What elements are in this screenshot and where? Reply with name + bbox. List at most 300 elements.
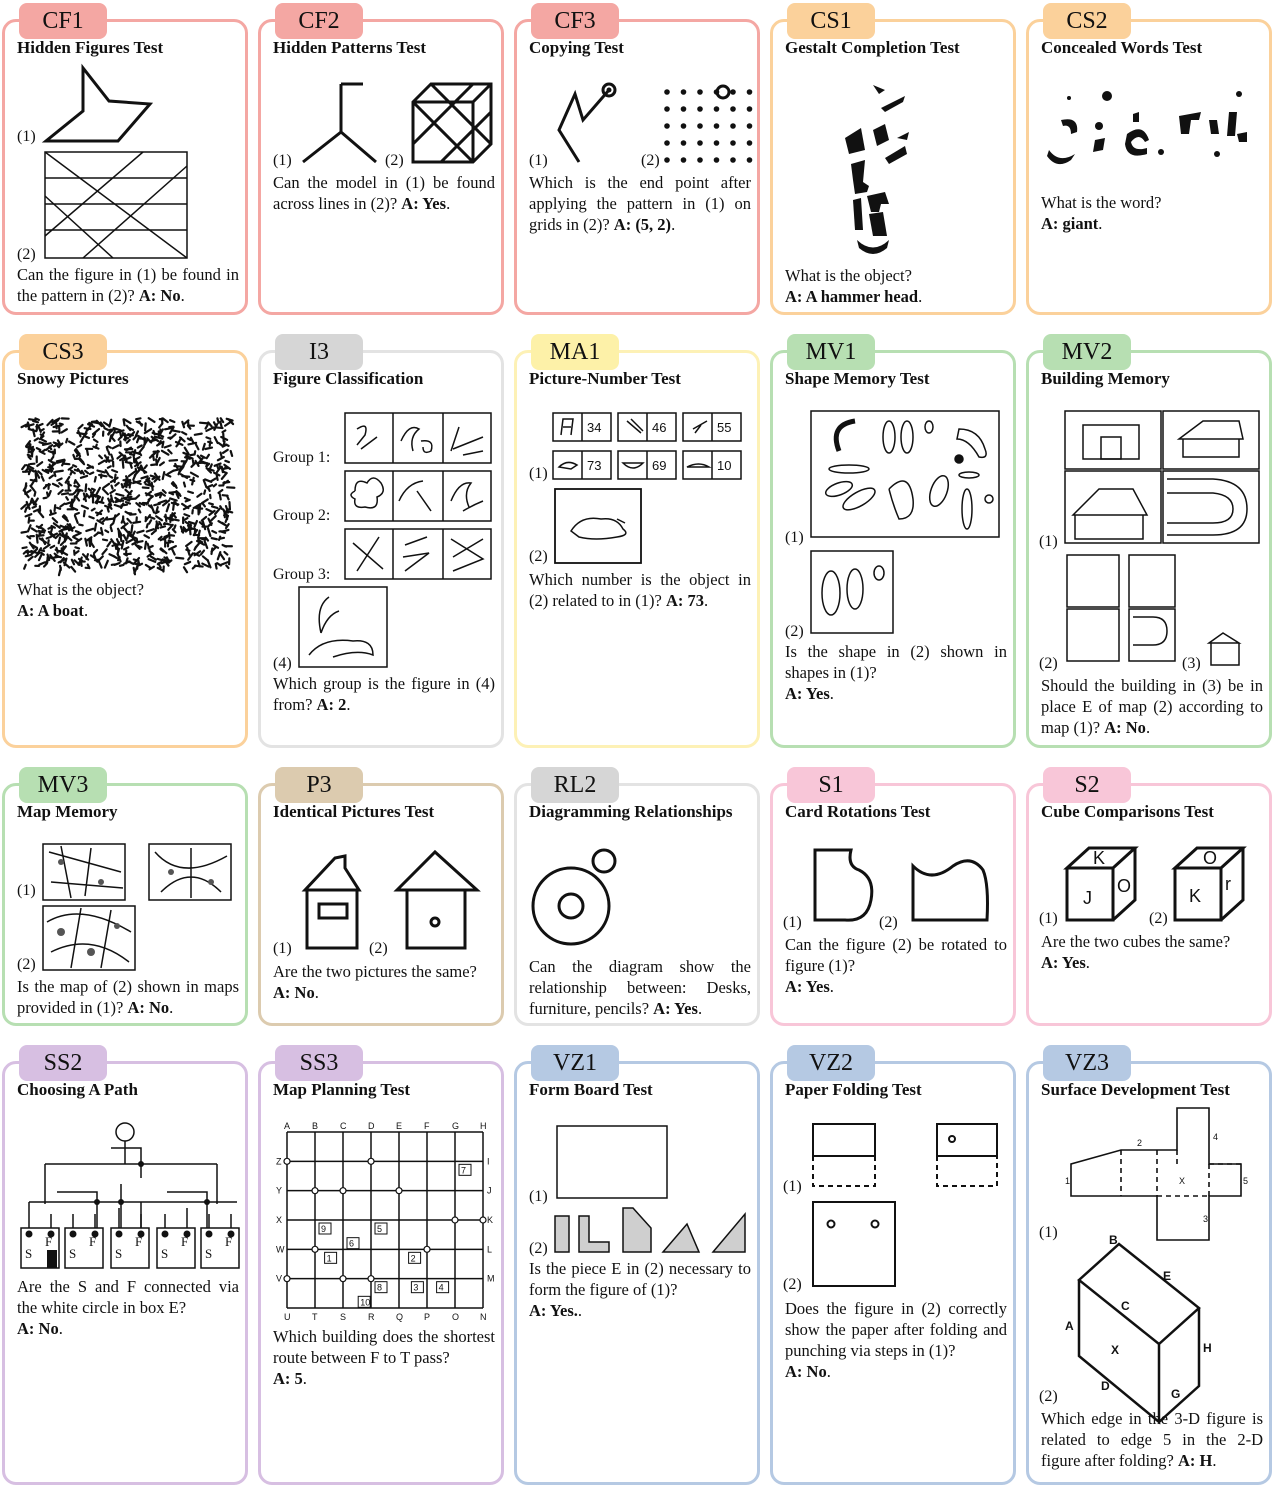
snow-stroke <box>75 513 79 514</box>
snow-stroke <box>76 531 79 532</box>
snow-stroke <box>99 461 105 464</box>
snow-stroke <box>162 451 168 455</box>
svg-text:S: S <box>69 1246 77 1261</box>
snow-stroke <box>127 440 130 443</box>
snow-stroke <box>217 418 218 422</box>
card-tag: CF1 <box>19 3 107 39</box>
svg-text:F: F <box>45 1234 53 1249</box>
card-tag: CS1 <box>787 3 875 39</box>
snow-stroke <box>96 488 100 495</box>
snow-stroke <box>220 494 221 499</box>
snow-stroke <box>103 540 107 541</box>
grid-label-left: X <box>276 1215 283 1225</box>
card-title: Gestalt Completion Test <box>785 38 960 57</box>
snow-stroke <box>29 457 31 459</box>
grid-dot <box>681 140 687 146</box>
building-number: 9 <box>321 1224 327 1234</box>
edge-label-1: 1 <box>1065 1176 1071 1186</box>
snow-stroke <box>194 547 196 550</box>
question: Which building does the shortest route between F to T pass? A: 5. <box>273 1327 495 1388</box>
grid-dot <box>714 123 720 129</box>
road-block <box>312 1246 318 1252</box>
road-block <box>480 1217 486 1223</box>
snow-stroke <box>217 563 221 565</box>
snow-stroke <box>73 455 75 459</box>
question: Which edge in the 3-D figure is related to edge 5 in the 2-D figure after folding? A: H. <box>1041 1409 1263 1470</box>
card-tag: CS3 <box>19 334 107 370</box>
snow-stroke <box>211 479 215 482</box>
snow-stroke <box>219 537 220 540</box>
grid-dot <box>697 106 703 112</box>
snow-stroke <box>59 483 62 485</box>
edge-label-5: 5 <box>1243 1176 1249 1186</box>
label-1: (1) <box>1039 910 1058 927</box>
question: Is the map of (2) shown in maps provided in (1)? A: No. <box>17 977 239 1017</box>
snow-stroke <box>78 469 81 473</box>
grid-label-left: W <box>276 1244 285 1255</box>
snow-stroke <box>197 494 201 497</box>
label-2: (2) <box>641 152 660 169</box>
snow-stroke <box>54 472 55 476</box>
snow-stroke <box>206 487 208 489</box>
snow-stroke <box>85 437 89 438</box>
form-board-drawing <box>553 1124 753 1254</box>
snow-stroke <box>127 519 131 523</box>
figure-groups-drawing <box>343 411 493 671</box>
snow-stroke <box>30 444 31 448</box>
snow-stroke <box>60 504 64 507</box>
snow-stroke <box>115 483 118 486</box>
snow-stroke <box>123 433 127 438</box>
snow-stroke <box>24 486 27 491</box>
snow-stroke <box>38 471 41 474</box>
snow-stroke <box>195 535 199 536</box>
grid-label-bottom: S <box>340 1312 347 1322</box>
snow-stroke <box>50 476 53 479</box>
grid-label-bottom: Q <box>396 1312 404 1322</box>
snow-stroke <box>60 424 63 425</box>
snow-stroke <box>227 496 229 500</box>
grid-label-bottom: T <box>312 1312 318 1322</box>
snow-stroke <box>175 464 177 468</box>
question: Are the S and F connected via the white circle in box E? A: No. <box>17 1277 239 1338</box>
question: Is the shape in (2) shown in shapes in (1)? A: Yes. <box>785 642 1007 703</box>
card-ma1 <box>514 339 760 748</box>
building-number: 2 <box>410 1253 416 1264</box>
snow-stroke <box>167 504 169 511</box>
snow-stroke <box>205 448 212 449</box>
snow-stroke <box>44 545 50 549</box>
snow-stroke <box>137 422 142 425</box>
snow-stroke <box>121 503 123 507</box>
snow-stroke <box>73 537 78 540</box>
snow-stroke <box>224 472 227 473</box>
question: Which number is the object in (2) related to in (1)? A: 73. <box>529 570 751 610</box>
svg-text:F: F <box>89 1234 97 1249</box>
snow-stroke <box>206 437 210 438</box>
snow-stroke <box>95 477 96 482</box>
snow-stroke <box>29 451 32 452</box>
label-4: (4) <box>273 655 292 672</box>
snowy-picture-drawing <box>23 415 233 571</box>
snow-stroke <box>75 516 78 523</box>
snow-stroke <box>89 517 93 519</box>
snow-stroke <box>44 564 47 567</box>
snow-stroke <box>66 439 67 442</box>
snow-stroke <box>76 551 79 553</box>
snow-stroke <box>48 540 49 543</box>
grid-dot <box>730 106 736 112</box>
snow-stroke <box>204 480 206 486</box>
card-title: Map Planning Test <box>273 1080 410 1099</box>
question: Can the diagram show the relationship between: Desks, furniture, pencils? A: Yes. <box>529 957 751 1018</box>
snow-stroke <box>145 542 146 549</box>
snow-stroke <box>114 515 116 522</box>
snow-stroke <box>106 470 109 474</box>
snow-stroke <box>201 462 205 463</box>
snow-stroke <box>94 440 98 442</box>
snow-stroke <box>49 491 51 495</box>
map-planning-grid <box>275 1120 501 1320</box>
svg-text:O: O <box>1203 848 1218 868</box>
snow-stroke <box>96 445 97 448</box>
snow-stroke <box>210 441 211 446</box>
snow-stroke <box>212 506 217 508</box>
snow-stroke <box>82 506 88 509</box>
snow-stroke <box>150 517 154 519</box>
label-1: (1) <box>783 914 802 931</box>
card-title: Building Memory <box>1041 369 1170 388</box>
card-tag: CF2 <box>275 3 363 39</box>
number-69: 69 <box>652 458 667 473</box>
snow-stroke <box>117 456 120 459</box>
edge-g: G <box>1171 1387 1181 1401</box>
snow-stroke <box>29 517 30 522</box>
snow-stroke <box>221 453 222 457</box>
number-55: 55 <box>717 420 732 435</box>
label-2: (2) <box>529 1240 548 1257</box>
snow-stroke <box>66 533 67 539</box>
picture-number-drawing <box>551 411 751 567</box>
snow-stroke <box>97 520 103 524</box>
map-memory-drawing <box>41 842 241 978</box>
snow-stroke <box>169 540 173 542</box>
card-cs3 <box>2 339 248 748</box>
snow-stroke <box>79 425 83 429</box>
snow-stroke <box>176 444 178 446</box>
snow-stroke <box>218 521 224 524</box>
snow-stroke <box>192 478 194 485</box>
label-1: (1) <box>783 1178 802 1195</box>
snow-stroke <box>170 498 177 500</box>
snow-stroke <box>71 471 72 474</box>
svg-text:K: K <box>1189 886 1202 906</box>
question: Can the figure in (1) be found in the pattern in (2)? A: No. <box>17 265 239 305</box>
snow-stroke <box>138 546 142 548</box>
grid-dot <box>730 123 736 129</box>
snow-stroke <box>95 524 96 531</box>
snow-stroke <box>172 549 175 555</box>
grid-dot <box>747 106 753 112</box>
card-title: Diagramming Relationships <box>529 802 733 821</box>
svg-text:S: S <box>161 1246 169 1261</box>
snow-stroke <box>163 472 164 479</box>
snow-stroke <box>73 465 76 466</box>
snow-stroke <box>220 506 222 509</box>
snow-stroke <box>85 428 91 429</box>
snow-stroke <box>172 430 179 431</box>
card-tag: VZ1 <box>531 1045 619 1081</box>
snow-stroke <box>170 460 178 461</box>
card-ss3 <box>258 1050 504 1485</box>
snow-stroke <box>133 475 135 480</box>
grid-label-top: A <box>284 1121 291 1131</box>
question: Are the two cubes the same? A: Yes. <box>1041 932 1231 972</box>
card-vz2 <box>770 1050 1016 1485</box>
snow-stroke <box>215 509 219 514</box>
card-ss2 <box>2 1050 248 1485</box>
snow-stroke <box>59 537 60 543</box>
snow-stroke <box>81 476 87 478</box>
card-tag: CS2 <box>1043 3 1131 39</box>
snow-stroke <box>214 484 216 486</box>
label-1: (1) <box>529 465 548 482</box>
snow-stroke <box>231 451 232 456</box>
card-tag: MV2 <box>1043 334 1131 370</box>
snow-stroke <box>33 429 35 436</box>
snow-stroke <box>80 437 83 443</box>
card-i3 <box>258 339 504 748</box>
snow-stroke <box>37 462 42 466</box>
card-title: Concealed Words Test <box>1041 38 1203 57</box>
snow-stroke <box>62 429 67 432</box>
snow-stroke <box>51 457 53 460</box>
snow-stroke <box>152 483 153 490</box>
label-1: (1) <box>273 940 292 957</box>
grid-dot <box>664 123 670 129</box>
snow-stroke <box>124 554 127 556</box>
grid-label-top: G <box>452 1121 460 1131</box>
snow-stroke <box>207 455 209 458</box>
snow-stroke <box>86 529 93 531</box>
snow-stroke <box>32 448 33 456</box>
label-1: (1) <box>17 882 36 899</box>
snow-stroke <box>94 550 97 553</box>
snow-stroke <box>147 438 151 442</box>
card-cf2 <box>258 8 504 315</box>
grid-label-top: B <box>312 1121 319 1131</box>
snow-stroke <box>39 562 44 564</box>
venn-diagram <box>531 848 631 948</box>
grid-label-left: Z <box>276 1156 282 1167</box>
card-tag: RL2 <box>531 767 619 803</box>
snow-stroke <box>37 448 40 450</box>
snow-stroke <box>107 447 108 450</box>
face-x: X <box>1111 1343 1120 1357</box>
snow-stroke <box>100 518 103 520</box>
grid-dot <box>747 89 753 95</box>
snow-stroke <box>176 558 183 559</box>
snow-stroke <box>111 539 115 544</box>
snow-stroke <box>115 505 121 507</box>
snow-stroke <box>66 497 68 500</box>
edge-h: H <box>1203 1341 1212 1355</box>
snow-stroke <box>107 542 110 546</box>
road-block <box>312 1188 318 1194</box>
snow-stroke <box>85 539 87 546</box>
snow-stroke <box>185 457 190 458</box>
snow-stroke <box>124 547 128 549</box>
snow-stroke <box>223 450 228 453</box>
snow-stroke <box>116 494 123 496</box>
label-1: (1) <box>529 1188 548 1205</box>
snow-stroke <box>195 451 196 454</box>
card-title: Map Memory <box>17 802 118 821</box>
snow-stroke <box>124 419 125 425</box>
snow-stroke <box>102 498 103 502</box>
building-number: 10 <box>360 1297 371 1308</box>
snow-stroke <box>108 508 109 511</box>
snow-stroke <box>203 556 207 560</box>
snow-stroke <box>129 499 135 500</box>
svg-text:S: S <box>205 1246 213 1261</box>
label-2: (2) <box>369 940 388 957</box>
snow-stroke <box>194 521 197 527</box>
snow-stroke <box>124 535 127 540</box>
grid-dot <box>714 106 720 112</box>
card-title: Identical Pictures Test <box>273 802 435 821</box>
question: Which group is the figure in (4) from? A: 2. <box>273 674 495 714</box>
snow-stroke <box>208 422 211 426</box>
snow-stroke <box>113 445 119 448</box>
grid-label-bottom: P <box>424 1312 431 1322</box>
card-tag: MV1 <box>787 334 875 370</box>
identical-pictures-drawing <box>295 850 495 960</box>
road-block <box>424 1246 430 1252</box>
snow-stroke <box>87 449 88 454</box>
card-rotation-drawing <box>801 848 1001 928</box>
snow-stroke <box>85 471 88 473</box>
grid-dot <box>730 89 736 95</box>
snow-stroke <box>120 535 121 541</box>
snow-stroke <box>165 445 171 447</box>
snow-stroke <box>38 535 44 536</box>
road-block <box>452 1217 458 1223</box>
snow-stroke <box>74 492 76 494</box>
snow-stroke <box>103 484 109 488</box>
snow-stroke <box>26 514 32 516</box>
edge-d: D <box>1101 1379 1110 1393</box>
grid-dot <box>681 89 687 95</box>
snow-stroke <box>179 438 181 443</box>
snow-stroke <box>152 477 155 479</box>
snow-stroke <box>75 480 76 483</box>
snow-stroke <box>123 461 124 468</box>
card-title: Form Board Test <box>529 1080 653 1099</box>
snow-stroke <box>203 503 205 506</box>
grid-label-right: J <box>487 1185 492 1196</box>
label-1: (1) <box>785 529 804 546</box>
snow-stroke <box>203 522 205 530</box>
grid-dot <box>697 140 703 146</box>
snow-stroke <box>218 443 222 446</box>
card-title: Paper Folding Test <box>785 1080 922 1099</box>
snow-stroke <box>223 482 224 485</box>
svg-text:F: F <box>135 1234 143 1249</box>
grid-dot <box>681 123 687 129</box>
snow-stroke <box>97 471 104 473</box>
snow-stroke <box>77 445 81 447</box>
snow-stroke <box>37 535 38 543</box>
svg-text:S: S <box>115 1246 123 1261</box>
snow-stroke <box>79 525 82 526</box>
label-1: (1) <box>529 152 548 169</box>
building-number: 5 <box>377 1224 383 1234</box>
grid-dot <box>730 140 736 146</box>
label-1: (1) <box>273 152 292 169</box>
snow-stroke <box>49 451 53 453</box>
snow-stroke <box>185 498 189 500</box>
snow-stroke <box>221 437 227 440</box>
snow-stroke <box>188 492 193 493</box>
snow-stroke <box>169 546 176 549</box>
snow-stroke <box>81 562 82 566</box>
card-rl2 <box>514 772 760 1026</box>
snow-stroke <box>220 553 224 559</box>
snow-stroke <box>26 494 29 498</box>
snow-stroke <box>196 445 198 449</box>
building-number: 1 <box>326 1253 332 1264</box>
number-10: 10 <box>717 458 732 473</box>
snow-stroke <box>71 567 75 572</box>
snow-stroke <box>105 561 108 568</box>
question: Should the building in (3) be in place E of map (2) according to map (1)? A: No. <box>1041 676 1263 737</box>
svg-text:F: F <box>225 1234 233 1249</box>
face-label-x: X <box>1179 1176 1186 1186</box>
snow-stroke <box>173 502 174 510</box>
snow-stroke <box>209 503 213 504</box>
snow-stroke <box>31 480 36 481</box>
gestalt-hammer-drawing <box>843 80 943 260</box>
snow-stroke <box>99 562 102 568</box>
snow-stroke <box>90 473 93 474</box>
snow-stroke <box>108 451 109 454</box>
snow-stroke <box>75 547 79 548</box>
snow-stroke <box>182 422 184 427</box>
card-title: Hidden Patterns Test <box>273 38 427 57</box>
building-number: 3 <box>413 1282 419 1293</box>
group-2-label: Group 2: <box>273 507 331 524</box>
grid-label-right: L <box>487 1244 493 1255</box>
card-tag: MV3 <box>19 767 107 803</box>
snow-stroke <box>158 568 163 571</box>
card-cs2 <box>1026 8 1272 315</box>
snow-stroke <box>149 520 151 523</box>
snow-stroke <box>139 510 141 513</box>
snow-stroke <box>137 531 143 533</box>
card-mv3 <box>2 772 248 1026</box>
snow-stroke <box>229 502 230 509</box>
snow-stroke <box>25 508 26 512</box>
snow-stroke <box>202 517 206 521</box>
snow-stroke <box>51 546 55 548</box>
snow-stroke <box>111 455 113 460</box>
grid-label-bottom: R <box>368 1312 375 1322</box>
snow-stroke <box>206 509 212 512</box>
grid-label-top: C <box>340 1121 347 1131</box>
snow-stroke <box>109 476 112 478</box>
grid-dot <box>664 106 670 112</box>
